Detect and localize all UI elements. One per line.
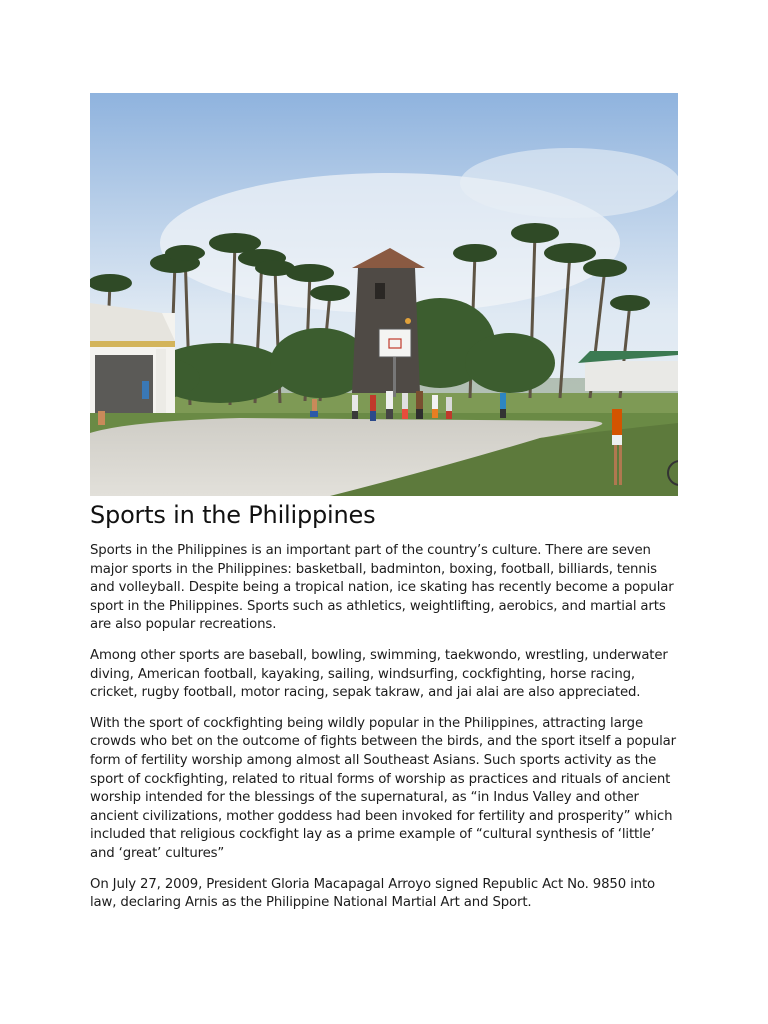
article-paragraph: Sports in the Philippines is an important part of the country’s culture. There are seven major sports in the Philippines: basketball, badminton, boxing, football, billiards, tennis and volleyball. Despite being a tropical nation, ice skating has recently become a popular sport in the Philippines. Sports such as athletics, weightlifting, aerobics, and martial arts are also popular recreations. — [90, 543, 674, 633]
article-paragraph: Among other sports are baseball, bowling, swimming, taekwondo, wrestling, underwater diving, American football, kayaking, sailing, windsurfing, cockfighting, horse racing, cricket, rugby football, motor racing, sepak takraw, and jai alai are also appreciated. — [90, 647, 668, 701]
article-paragraph: On July 27, 2009, President Gloria Macapagal Arroyo signed Republic Act No. 9850 into law, declaring Arnis as the Philippine National Martial Art and Sport. — [90, 876, 655, 911]
basketball-court-photo — [90, 93, 678, 496]
document-page — [90, 93, 678, 925]
article-title: Sports in the Philippines — [90, 501, 376, 529]
article-paragraph: With the sport of cockfighting being wildly popular in the Philippines, attracting large crowds who bet on the outcome of fights between the birds, and the sport itself a popular form of fertility worship among almost all Southeast Asians. Such sports activity as the sport of cockfighting, related to ritual forms of worship as practices and rituals of ancient worship intended for the blessings of the supernatural, as “in Indus Valley and other ancient civilizations, mother goddess had been invoked for fertility and prosperity” which included that religious cockfight lay as a prime example of “cultural synthesis of ‘little’ and ‘great’ cultures” — [90, 715, 676, 861]
